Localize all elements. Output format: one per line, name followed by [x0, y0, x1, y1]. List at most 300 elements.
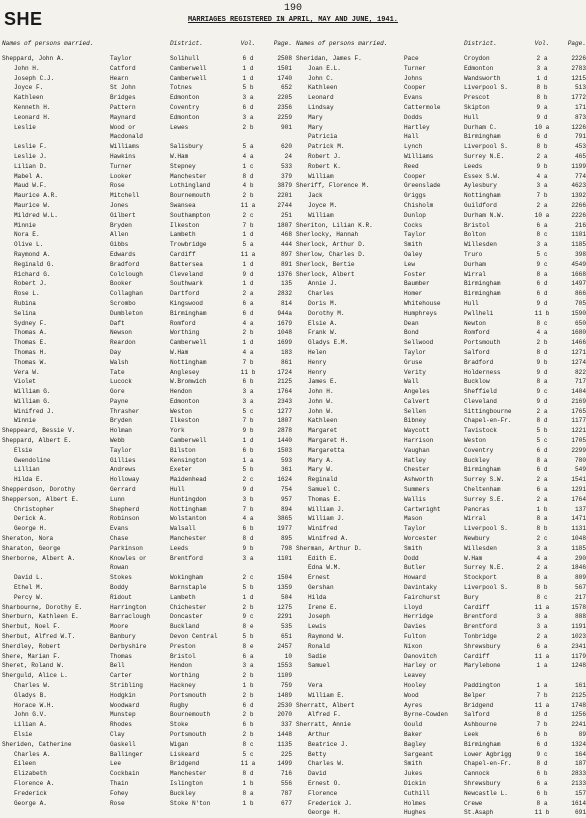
entry-spouse: Angeles	[404, 388, 430, 396]
entry-page: 1109	[277, 672, 292, 680]
entry-page: 1748	[571, 701, 586, 709]
entry-vol: 1 b	[242, 799, 254, 807]
entry-row	[2, 573, 293, 583]
entry-name: Charles W.	[308, 760, 345, 768]
entry-spouse: Bell	[110, 662, 125, 670]
entry-spouse: Foster	[404, 270, 426, 278]
entry-page: 10	[284, 652, 292, 660]
entry-name: Annie J.	[308, 280, 338, 288]
entry-district: Brentford	[170, 554, 203, 562]
entry-spouse: Greenslade	[404, 182, 441, 190]
entry-page: 1199	[571, 162, 586, 170]
entry-spouse: Sargeant	[404, 750, 434, 758]
entry-name: Ethel M.	[14, 584, 44, 592]
entry-district: Bournemouth	[170, 192, 211, 200]
entry-vol: 2 b	[242, 123, 254, 131]
entry-vol: 9 c	[242, 613, 254, 621]
entry-vol: 1 b	[242, 682, 254, 689]
entry-page: 677	[281, 799, 292, 807]
entry-page: 2125	[571, 691, 586, 699]
entry-spouse: Macdonald	[110, 133, 143, 141]
entry-page: 780	[575, 456, 586, 464]
entry-page: 1274	[571, 358, 586, 366]
entry-vol: 2 c	[242, 211, 254, 219]
entry-page: 2266	[571, 201, 586, 209]
entry-row	[2, 240, 293, 250]
entry-spouse: Thrasher	[110, 407, 140, 415]
entry-row	[296, 319, 586, 329]
entry-spouse: Cartwright	[404, 505, 441, 513]
entry-name: Violet	[14, 378, 36, 386]
entry-vol: 6 a	[536, 221, 548, 229]
entry-page: 1048	[571, 535, 586, 543]
entry-spouse: Cattermole	[404, 103, 441, 111]
entry-vol: 8 a	[536, 515, 548, 523]
entry-vol: 1 d	[242, 64, 254, 72]
entry-district: Croydon	[464, 55, 490, 62]
entry-row	[296, 397, 586, 407]
entry-page: 814	[281, 299, 292, 307]
entry-row	[2, 730, 293, 740]
entry-name: Margaret H.	[308, 437, 349, 445]
entry-spouse: Mason	[404, 515, 423, 523]
entry-row	[2, 309, 293, 319]
entry-spouse: Carter	[110, 672, 132, 680]
header-district: District.	[170, 40, 203, 47]
entry-name: Leonard H.	[14, 113, 51, 121]
entry-district: Worthing	[170, 672, 200, 680]
entry-vol: 6 b	[242, 721, 254, 729]
entry-row	[296, 426, 586, 436]
entry-name: Thomas E.	[308, 495, 341, 503]
entry-name: Percy W.	[14, 593, 44, 601]
entry-row	[296, 270, 586, 280]
entry-vol: 6 d	[536, 740, 548, 748]
entry-district: Crewe	[464, 799, 483, 807]
entry-vol: 11 a	[240, 250, 256, 258]
entry-row	[2, 201, 293, 211]
entry-district: Wirral	[464, 270, 486, 278]
entry-name: John H.	[14, 64, 40, 72]
entry-spouse: Pattern	[110, 103, 136, 111]
entry-district: Portsmouth	[170, 730, 207, 738]
entry-page: 894	[281, 505, 292, 513]
entry-page: 691	[575, 809, 586, 817]
entry-row	[2, 701, 293, 711]
entry-name: Thomas A.	[14, 329, 47, 337]
entry-name: Rose L.	[14, 290, 40, 298]
entry-name: Sherlocky, Hannah	[296, 231, 359, 239]
entry-row	[296, 172, 586, 182]
entry-row	[296, 142, 586, 152]
entry-district: Tavistock	[464, 427, 497, 435]
entry-district: Camberwell	[170, 64, 207, 72]
entry-name: Sheppard, Albert E.	[2, 437, 72, 445]
entry-row	[296, 348, 586, 358]
entry-district: Birmingham	[464, 280, 501, 288]
entry-vol: 6 d	[536, 466, 548, 474]
entry-spouse: Smith	[404, 241, 423, 249]
entry-row	[296, 250, 586, 260]
entry-vol: 5 b	[242, 84, 254, 92]
entry-vol: 8 b	[536, 143, 548, 151]
entry-row	[2, 123, 293, 133]
entry-name: Winifred	[308, 525, 338, 533]
entry-name: John H.	[308, 388, 334, 396]
entry-name: Eileen	[14, 760, 36, 768]
entry-spouse: Fohey	[110, 789, 129, 797]
entry-vol: 6 b	[242, 378, 254, 386]
entry-spouse: Bond	[404, 329, 419, 337]
entry-page: 897	[281, 250, 292, 258]
entry-spouse: Moore	[110, 623, 129, 631]
entry-vol: 2 b	[536, 339, 548, 347]
entry-district: Exeter	[170, 466, 192, 474]
entry-vol: 8 a	[536, 378, 548, 386]
entry-vol: 3 b	[242, 495, 254, 503]
entry-district: Birmingham	[464, 133, 501, 141]
entry-page: 1614	[571, 799, 586, 807]
entry-name: Henry	[308, 368, 327, 376]
entry-name: Sheppeard, Bessie V.	[2, 427, 76, 435]
entry-district: Aylesbury	[464, 182, 497, 190]
entry-district: Maidenhead	[170, 476, 207, 484]
entry-spouse: Taylor	[404, 231, 426, 239]
entry-district: Swansea	[170, 201, 196, 209]
entry-spouse: Robinson	[110, 515, 140, 523]
entry-row	[296, 554, 586, 564]
entry-page: 1764	[277, 388, 292, 396]
entry-district: Surrey N.E.	[464, 564, 505, 572]
entry-spouse: Derbyshire	[110, 642, 147, 650]
entry-page: 716	[281, 770, 292, 778]
entry-page: 1376	[277, 270, 292, 278]
entry-page: 2133	[571, 779, 586, 787]
entry-row	[2, 436, 293, 446]
entry-row	[296, 514, 586, 524]
entry-name: Richard G.	[14, 270, 51, 278]
entry-row	[2, 475, 293, 485]
entry-district: Coventry	[464, 446, 494, 454]
entry-district: Pwllheli	[464, 309, 494, 317]
entry-vol: 1 d	[242, 437, 254, 445]
entry-page: 798	[281, 544, 292, 552]
entry-row	[296, 132, 586, 142]
entry-row	[296, 93, 586, 103]
entry-row	[2, 691, 293, 701]
entry-row	[2, 789, 293, 799]
entry-spouse: Davintaky	[404, 584, 437, 592]
entry-name: Shere, Marian F.	[2, 652, 61, 660]
entry-page: 1553	[277, 662, 292, 670]
entry-row	[296, 103, 586, 113]
entry-row	[296, 720, 586, 730]
entry-spouse: Lucock	[110, 378, 132, 386]
entry-row	[296, 230, 586, 240]
entry-spouse: Gilbert	[110, 211, 136, 219]
entry-vol: 2 a	[242, 290, 254, 298]
entry-page: 4549	[571, 260, 586, 268]
entry-district: Stepney	[170, 162, 196, 170]
entry-row	[296, 416, 586, 426]
entry-row	[2, 74, 293, 84]
entry-name: Raymond A.	[14, 250, 51, 258]
entry-vol: 1 d	[242, 280, 254, 288]
entry-row	[2, 720, 293, 730]
entry-row	[2, 544, 293, 554]
entry-row	[2, 642, 293, 652]
entry-name: Mary	[308, 123, 323, 131]
entry-row	[296, 289, 586, 299]
entry-vol: 2 b	[242, 691, 254, 699]
entry-row	[296, 485, 586, 495]
entry-row	[2, 485, 293, 495]
entry-name: Sherbut, Alfred W.T.	[2, 633, 76, 641]
entry-name: Doris M.	[308, 299, 338, 307]
entry-spouse: Davies	[404, 623, 426, 631]
entry-district: Hull	[170, 486, 185, 494]
entry-vol: 9 d	[536, 299, 548, 307]
entry-vol: 8 b	[536, 584, 548, 592]
entry-name: Gershan	[308, 584, 334, 592]
entry-name: Sherlow, Charles D.	[296, 250, 366, 258]
entry-name: Mabel A.	[14, 172, 44, 180]
entry-district: Manchester	[170, 770, 207, 778]
entry-vol: 6 b	[242, 525, 254, 533]
entry-name: William G.	[14, 397, 51, 405]
right-column	[296, 38, 586, 818]
entry-name: Sherratt, Albert	[296, 701, 355, 709]
entry-spouse: Nixon	[404, 642, 423, 650]
entry-page: 1048	[277, 329, 292, 337]
entry-spouse: Collaghan	[110, 290, 143, 298]
entry-name: Ernest O.	[308, 779, 341, 787]
entry-vol: 4 a	[242, 515, 254, 523]
entry-name: Edna W.M.	[308, 564, 341, 572]
entry-name: Shepperdson, Dorothy	[2, 486, 76, 494]
entry-spouse: Cooper	[404, 84, 426, 92]
entry-spouse: Danovitch	[404, 652, 437, 660]
entry-district: Willesden	[464, 241, 497, 249]
entry-name: Sheraton, Nora	[2, 535, 54, 543]
entry-row	[296, 750, 586, 760]
entry-page: 620	[281, 143, 292, 151]
entry-district: Truro	[464, 250, 483, 258]
entry-spouse: Humphreys	[404, 309, 437, 317]
entry-spouse: Cocks	[404, 221, 423, 229]
entry-district: Dartford	[170, 290, 200, 298]
entry-name: Gwendoline	[14, 456, 51, 464]
entry-district: Chapel-en-Fr.	[464, 417, 512, 425]
entry-page: 2457	[277, 642, 292, 650]
entry-vol: 1 d	[242, 260, 254, 268]
entry-district: Nottingham	[464, 192, 501, 200]
entry-page: 1135	[277, 740, 292, 748]
entry-name: Samuel C.	[308, 486, 341, 494]
entry-name: Sherguld, Alice L.	[2, 672, 68, 680]
entry-district: Surrey N.E.	[464, 152, 505, 160]
entry-district: Nottingham	[170, 505, 207, 513]
entry-name: Betty	[308, 750, 327, 758]
entry-row	[296, 113, 586, 123]
entry-row	[296, 701, 586, 711]
entry-page: 1185	[571, 241, 586, 249]
entry-name: Horace W.H.	[14, 701, 55, 709]
entry-page: 2878	[277, 427, 292, 435]
entry-spouse: Payne	[110, 397, 129, 405]
entry-page: 183	[281, 348, 292, 356]
entry-spouse: Summers	[404, 486, 430, 494]
entry-page: 891	[281, 260, 292, 268]
entry-page: 2241	[571, 721, 586, 729]
entry-name: Raymond W.	[308, 633, 345, 641]
entry-spouse: Hartley	[404, 123, 430, 131]
entry-spouse: Hatley	[404, 456, 426, 464]
entry-page: 1271	[571, 348, 586, 356]
entry-vol: 4 b	[242, 182, 254, 190]
entry-district: Salford	[464, 348, 490, 356]
entry-spouse: Evans	[110, 525, 129, 533]
entry-name: Patrick M.	[308, 143, 345, 151]
entry-district: St.Asaph	[464, 809, 494, 817]
column-header	[2, 38, 293, 54]
entry-district: Essex S.W.	[464, 172, 501, 180]
entry-page: 137	[575, 505, 586, 513]
entry-name: Elsie	[14, 730, 33, 738]
entry-name: Lilian A.	[14, 721, 47, 729]
entry-name: Patricia	[308, 133, 338, 141]
entry-district: Totnes	[170, 84, 192, 92]
entry-spouse: Gibbs	[110, 241, 129, 249]
entry-spouse: Ashworth	[404, 476, 434, 484]
entry-spouse: Chester	[404, 466, 430, 474]
entry-spouse: St John	[110, 84, 136, 92]
entry-vol: 9 b	[242, 544, 254, 552]
entry-vol: 8 d	[536, 348, 548, 356]
entry-name: Rubina	[14, 299, 36, 307]
entry-spouse: Williams	[110, 143, 140, 151]
entry-row	[296, 769, 586, 779]
entry-page: 774	[575, 172, 586, 180]
entry-name: Hilda	[308, 593, 327, 601]
entry-vol: 3 a	[242, 662, 254, 670]
entry-district: Brentford	[464, 623, 497, 631]
entry-name: Dorothy M.	[308, 309, 345, 317]
entry-name: Joseph	[308, 613, 330, 621]
entry-spouse: Smith	[404, 544, 423, 552]
entry-row	[296, 191, 586, 201]
entry-vol: 2 c	[242, 574, 254, 582]
entry-spouse: Fulton	[404, 633, 426, 641]
entry-row	[2, 681, 293, 691]
entry-spouse: Knowles or	[110, 554, 147, 562]
entry-row	[2, 652, 293, 662]
entry-name: Ronald	[308, 642, 330, 650]
entry-spouse: Gaskell	[110, 740, 136, 748]
column-header	[296, 38, 586, 54]
entry-row	[2, 279, 293, 289]
entry-name: Joan E.L.	[308, 64, 341, 72]
entry-district: Birmingham	[170, 309, 207, 317]
entry-row	[2, 759, 293, 769]
entry-district: Prescot	[464, 94, 490, 102]
entry-spouse: Homer	[404, 290, 423, 298]
entry-spouse: Holloway	[110, 476, 140, 484]
entry-spouse: Hall	[404, 133, 419, 141]
entry-name: Lillian	[14, 466, 40, 474]
entry-name: Winifred A.	[308, 535, 349, 543]
entry-name: William J.	[308, 505, 345, 513]
entry-name: Helen	[308, 348, 327, 356]
entry-spouse: Rose	[110, 799, 125, 807]
entry-spouse: Turner	[110, 162, 132, 170]
entry-vol: 6 d	[242, 701, 254, 709]
entry-name: Selina	[14, 309, 36, 317]
entry-spouse: Andrews	[110, 466, 136, 474]
entry-page: 809	[575, 574, 586, 582]
entry-district: Islington	[170, 779, 203, 787]
entry-page: 650	[575, 319, 586, 327]
entry-district: Birmingham	[464, 290, 501, 298]
entry-page: 1590	[571, 309, 586, 317]
entry-name: Sherburn, Kathleen E.	[2, 613, 79, 621]
entry-row	[296, 358, 586, 368]
entry-district: Weston	[464, 437, 486, 445]
entry-page: 398	[575, 250, 586, 258]
entry-vol: 8 e	[242, 642, 254, 650]
entry-name: John W.	[308, 407, 334, 415]
entry-row	[2, 221, 293, 231]
entry-vol: 8 b	[536, 84, 548, 92]
entry-row	[2, 799, 293, 809]
entry-spouse: Clay	[110, 730, 125, 738]
entry-vol: 3 a	[536, 544, 548, 552]
entry-spouse: Taylor	[110, 446, 132, 454]
entry-vol: 8 a	[536, 270, 548, 278]
entry-district: Stockport	[464, 574, 497, 582]
entry-spouse: Bridges	[110, 94, 136, 102]
entry-spouse: Hodgkin	[110, 691, 136, 699]
entry-name: Leslie	[14, 123, 36, 131]
entry-page: 2291	[277, 613, 292, 621]
entry-spouse: Taylor	[404, 525, 426, 533]
entry-row	[2, 338, 293, 348]
entry-name: Mary W.	[308, 466, 334, 474]
entry-district: Leek	[464, 730, 479, 738]
entry-page: 1765	[571, 407, 586, 415]
entry-vol: 5 c	[242, 407, 254, 415]
entry-vol: 8 c	[536, 231, 548, 239]
entry-page: 337	[281, 721, 292, 729]
entry-row	[2, 563, 293, 573]
entry-spouse: Wallis	[404, 495, 426, 503]
entry-vol: 6 d	[536, 280, 548, 288]
entry-vol: 11 b	[534, 309, 550, 317]
entry-page: 1740	[277, 74, 292, 82]
entry-district: Pancras	[464, 505, 490, 513]
entry-row	[2, 142, 293, 152]
entry-page: 1191	[571, 623, 586, 631]
entry-spouse: Lunn	[110, 495, 125, 503]
entry-page: 1764	[571, 495, 586, 503]
entry-row	[296, 152, 586, 162]
entry-district: Marylebone	[464, 662, 501, 670]
entry-vol: 5 c	[242, 750, 254, 758]
entry-page: 1275	[277, 603, 292, 611]
entry-row	[296, 328, 586, 338]
entry-vol: 2 b	[242, 711, 254, 719]
entry-spouse: Fairchurst	[404, 593, 441, 601]
